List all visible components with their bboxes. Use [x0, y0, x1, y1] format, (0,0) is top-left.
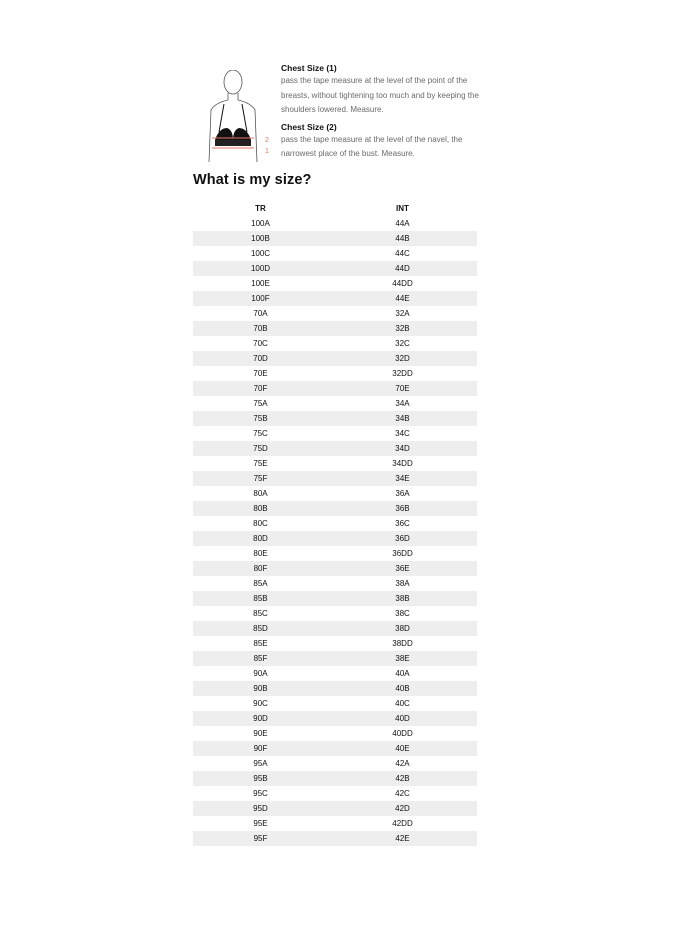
int-size-cell: 34E [395, 474, 410, 483]
int-size-cell: 40C [395, 699, 410, 708]
column-header-int: INT [396, 204, 409, 213]
marker-1: 1 [265, 148, 269, 155]
int-size-cell: 38A [395, 579, 410, 588]
tr-size-cell: 100D [250, 264, 271, 273]
int-size-cell: 42E [395, 834, 410, 843]
table-row [193, 516, 477, 531]
tr-size-cell: 70F [253, 384, 268, 393]
tr-size-cell: 95F [253, 834, 268, 843]
table-row [193, 351, 477, 366]
int-size-cell: 36DD [392, 549, 413, 558]
tr-size-cell: 85D [253, 624, 268, 633]
tr-size-cell: 70A [253, 309, 268, 318]
tr-size-cell: 85E [253, 639, 268, 648]
int-size-cell: 42C [395, 789, 410, 798]
tr-size-cell: 70E [253, 369, 268, 378]
tr-size-cell: 70C [253, 339, 268, 348]
int-size-cell: 40DD [392, 729, 413, 738]
int-size-cell: 36C [395, 519, 410, 528]
tr-size-cell: 70D [253, 354, 268, 363]
table-row [193, 666, 477, 681]
table-row [193, 711, 477, 726]
table-row [193, 456, 477, 471]
tr-size-cell: 100B [251, 234, 270, 243]
int-size-cell: 44C [395, 249, 410, 258]
size-table [193, 201, 477, 846]
table-row [193, 276, 477, 291]
tr-size-cell: 90F [253, 744, 268, 753]
table-row [193, 336, 477, 351]
table-row [193, 261, 477, 276]
tr-size-cell: 75A [253, 399, 268, 408]
int-size-cell: 34C [395, 429, 410, 438]
tr-size-cell: 95B [253, 774, 268, 783]
int-size-cell: 38E [395, 654, 410, 663]
tr-size-cell: 75C [253, 429, 268, 438]
bust-measure-illustration [203, 70, 273, 162]
int-size-cell: 34D [395, 444, 410, 453]
page-title: What is my size? [193, 172, 312, 188]
int-size-cell: 34B [395, 414, 410, 423]
table-row [193, 606, 477, 621]
guide-text [281, 62, 496, 165]
table-row [193, 636, 477, 651]
tr-size-cell: 90B [253, 684, 268, 693]
chest-size-1-title: Chest Size (1) [281, 63, 337, 73]
int-size-cell: 40D [395, 714, 410, 723]
tr-size-cell: 95A [253, 759, 268, 768]
tr-size-cell: 85F [253, 654, 268, 663]
int-size-cell: 70E [395, 384, 410, 393]
table-row [193, 531, 477, 546]
tr-size-cell: 100F [251, 294, 270, 303]
table-row [193, 561, 477, 576]
table-body [193, 216, 477, 846]
table-row [193, 471, 477, 486]
tr-size-cell: 80C [253, 519, 268, 528]
int-size-cell: 36A [395, 489, 410, 498]
table-row [193, 441, 477, 456]
tr-size-cell: 80A [253, 489, 268, 498]
table-row [193, 411, 477, 426]
tr-size-cell: 80D [253, 534, 268, 543]
tr-size-cell: 75D [253, 444, 268, 453]
tr-size-cell: 80F [253, 564, 268, 573]
chest-size-1-description: pass the tape measure at the level of the point of the breasts, without tightening too much and by keeping the shoulders lowered. Measure. [281, 76, 479, 114]
table-row [193, 396, 477, 411]
tr-size-cell: 95E [253, 819, 268, 828]
int-size-cell: 44A [395, 219, 410, 228]
table-row [193, 246, 477, 261]
table-row [193, 726, 477, 741]
table-row [193, 576, 477, 591]
chest-size-2-description: pass the tape measure at the level of the navel, the narrowest place of the bust. Measure. [281, 134, 463, 158]
table-row [193, 786, 477, 801]
tr-size-cell: 85A [253, 579, 268, 588]
int-size-cell: 42A [395, 759, 410, 768]
table-row [193, 816, 477, 831]
tr-size-cell: 90E [253, 729, 268, 738]
int-size-cell: 40E [395, 744, 410, 753]
table-row [193, 486, 477, 501]
int-size-cell: 32DD [392, 369, 413, 378]
int-size-cell: 44B [395, 234, 410, 243]
table-row [193, 771, 477, 786]
column-header-tr: TR [255, 204, 266, 213]
int-size-cell: 44D [395, 264, 410, 273]
int-size-cell: 42DD [392, 819, 413, 828]
int-size-cell: 38C [395, 609, 410, 618]
tr-size-cell: 75E [253, 459, 268, 468]
table-row [193, 216, 477, 231]
table-row [193, 321, 477, 336]
table-row [193, 696, 477, 711]
int-size-cell: 38B [395, 594, 410, 603]
int-size-cell: 34DD [392, 459, 413, 468]
table-row [193, 231, 477, 246]
tr-size-cell: 80E [253, 549, 268, 558]
int-size-cell: 38D [395, 624, 410, 633]
chest-size-2-title: Chest Size (2) [281, 121, 337, 132]
int-size-cell: 44DD [392, 279, 413, 288]
tr-size-cell: 90C [253, 699, 268, 708]
tr-size-cell: 80B [253, 504, 268, 513]
int-size-cell: 42D [395, 804, 410, 813]
int-size-cell: 38DD [392, 639, 413, 648]
int-size-cell: 40A [395, 669, 410, 678]
table-row [193, 801, 477, 816]
table-row [193, 291, 477, 306]
int-size-cell: 36B [395, 504, 410, 513]
int-size-cell: 42B [395, 774, 410, 783]
int-size-cell: 34A [395, 399, 410, 408]
int-size-cell: 36D [395, 534, 410, 543]
tr-size-cell: 85B [253, 594, 268, 603]
tr-size-cell: 95C [253, 789, 268, 798]
measurement-guide [203, 62, 493, 162]
table-row [193, 426, 477, 441]
int-size-cell: 32B [395, 324, 410, 333]
table-row [193, 381, 477, 396]
marker-2: 2 [265, 137, 269, 144]
table-row [193, 501, 477, 516]
table-header [193, 201, 477, 216]
tr-size-cell: 75B [253, 414, 268, 423]
tr-size-cell: 85C [253, 609, 268, 618]
tr-size-cell: 90D [253, 714, 268, 723]
tr-size-cell: 100C [250, 249, 271, 258]
table-row [193, 756, 477, 771]
int-size-cell: 32C [395, 339, 410, 348]
tr-size-cell: 100A [251, 219, 270, 228]
table-row [193, 366, 477, 381]
tr-size-cell: 70B [253, 324, 268, 333]
tr-size-cell: 90A [253, 669, 268, 678]
int-size-cell: 36E [395, 564, 410, 573]
table-row [193, 831, 477, 846]
table-row [193, 741, 477, 756]
table-row [193, 591, 477, 606]
table-row [193, 681, 477, 696]
table-row [193, 621, 477, 636]
table-row [193, 546, 477, 561]
tr-size-cell: 75F [253, 474, 268, 483]
table-row [193, 651, 477, 666]
int-size-cell: 40B [395, 684, 410, 693]
int-size-cell: 44E [395, 294, 410, 303]
int-size-cell: 32D [395, 354, 410, 363]
table-row [193, 306, 477, 321]
int-size-cell: 32A [395, 309, 410, 318]
tr-size-cell: 100E [251, 279, 270, 288]
tr-size-cell: 95D [253, 804, 268, 813]
